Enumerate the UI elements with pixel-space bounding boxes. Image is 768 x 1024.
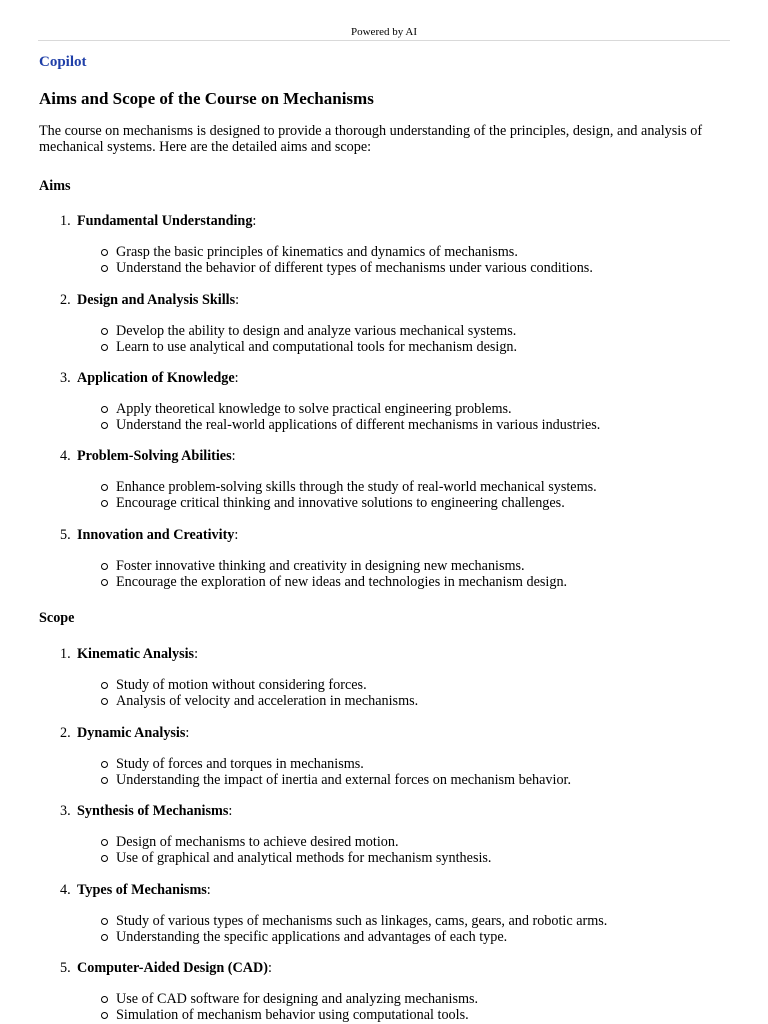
list-item (100, 913, 740, 929)
circle-bullet-icon (101, 249, 108, 256)
list-item (100, 558, 740, 574)
aims-item-3 (60, 370, 730, 386)
list-item-text: Grasp the basic principles of kinematics and dynamics of mechanisms. (116, 244, 518, 260)
item-title: Synthesis of Mechanisms (77, 803, 229, 819)
item-number: 3. (60, 803, 71, 819)
circle-bullet-icon (101, 777, 108, 784)
list-item-text: Apply theoretical knowledge to solve practical engineering problems. (116, 401, 512, 417)
list-item-text: Study of various types of mechanisms such as linkages, cams, gears, and robotic arms. (116, 913, 608, 929)
circle-bullet-icon (101, 579, 108, 586)
list-item (100, 260, 740, 276)
circle-bullet-icon (101, 839, 108, 846)
scope-item-4-points (100, 913, 740, 945)
list-item (100, 574, 740, 590)
list-item (100, 479, 740, 495)
circle-bullet-icon (101, 918, 108, 925)
circle-bullet-icon (101, 934, 108, 941)
list-item (100, 756, 740, 772)
aims-heading: Aims (39, 178, 71, 194)
aims-item-1-points (100, 244, 740, 276)
scope-item-3 (60, 803, 730, 819)
aims-item-5-points (100, 558, 740, 590)
circle-bullet-icon (101, 344, 108, 351)
circle-bullet-icon (101, 563, 108, 570)
item-title: Computer-Aided Design (CAD) (77, 960, 268, 976)
list-item-text: Encourage the exploration of new ideas and technologies in mechanism design. (116, 574, 568, 590)
item-title: Dynamic Analysis (77, 725, 186, 741)
item-number: 5. (60, 960, 71, 976)
item-title-colon: : (231, 448, 236, 464)
list-item-text: Study of forces and torques in mechanisms. (116, 756, 364, 772)
scope-item-5 (60, 960, 730, 976)
item-title-colon: : (234, 370, 239, 386)
item-title-colon: : (206, 882, 211, 898)
aims-item-4 (60, 448, 730, 464)
list-item-text: Use of graphical and analytical methods for mechanism synthesis. (116, 850, 492, 866)
circle-bullet-icon (101, 761, 108, 768)
list-item-text: Foster innovative thinking and creativity in designing new mechanisms. (116, 558, 525, 574)
item-title-colon: : (235, 292, 240, 308)
scope-item-3-points (100, 834, 740, 866)
circle-bullet-icon (101, 265, 108, 272)
item-number: 2. (60, 725, 71, 741)
circle-bullet-icon (101, 996, 108, 1003)
item-number: 4. (60, 448, 71, 464)
list-item (100, 339, 740, 355)
item-title-colon: : (234, 527, 239, 543)
item-number: 1. (60, 646, 71, 662)
scope-item-2 (60, 725, 730, 741)
circle-bullet-icon (101, 328, 108, 335)
circle-bullet-icon (101, 406, 108, 413)
circle-bullet-icon (101, 682, 108, 689)
list-item (100, 417, 740, 433)
list-item (100, 850, 740, 866)
list-item (100, 834, 740, 850)
list-item-text: Learn to use analytical and computational tools for mechanism design. (116, 339, 518, 355)
item-title: Design and Analysis Skills (77, 292, 236, 308)
item-number: 2. (60, 292, 71, 308)
list-item-text: Study of motion without considering forces. (116, 677, 367, 693)
list-item-text: Encourage critical thinking and innovative solutions to engineering challenges. (116, 495, 565, 511)
list-item-text: Enhance problem-solving skills through the study of real-world mechanical systems. (116, 479, 597, 495)
aims-item-4-points (100, 479, 740, 511)
list-item (100, 244, 740, 260)
circle-bullet-icon (101, 1012, 108, 1019)
item-title: Types of Mechanisms (77, 882, 207, 898)
aims-item-1 (60, 213, 730, 229)
aims-item-5 (60, 527, 730, 543)
list-item (100, 929, 740, 945)
scope-item-1 (60, 646, 730, 662)
list-item-text: Use of CAD software for designing and analyzing mechanisms. (116, 991, 479, 1007)
circle-bullet-icon (101, 500, 108, 507)
list-item (100, 991, 740, 1007)
list-item (100, 495, 740, 511)
item-title: Problem-Solving Abilities (77, 448, 232, 464)
list-item-text: Design of mechanisms to achieve desired motion. (116, 834, 399, 850)
list-item (100, 772, 740, 788)
item-title: Application of Knowledge (77, 370, 235, 386)
scope-item-5-points (100, 991, 740, 1023)
item-title-colon: : (228, 803, 233, 819)
item-title-colon: : (185, 725, 190, 741)
list-item-text: Simulation of mechanism behavior using computational tools. (116, 1007, 469, 1023)
list-item (100, 323, 740, 339)
intro-paragraph: The course on mechanisms is designed to provide a thorough understanding of the principles, design, and analysis of mechanical systems. Here are the detailed aims and scope: (39, 123, 703, 155)
circle-bullet-icon (101, 484, 108, 491)
item-title: Fundamental Understanding (77, 213, 253, 229)
list-item (100, 693, 740, 709)
item-title-colon: : (252, 213, 257, 229)
item-title-colon: : (194, 646, 199, 662)
list-item (100, 1007, 740, 1023)
list-item-text: Analysis of velocity and acceleration in mechanisms. (116, 693, 419, 709)
aims-item-2-points (100, 323, 740, 355)
list-item-text: Develop the ability to design and analyze various mechanical systems. (116, 323, 517, 339)
circle-bullet-icon (101, 855, 108, 862)
item-title-colon: : (268, 960, 272, 976)
scope-item-2-points (100, 756, 740, 788)
item-number: 5. (60, 527, 71, 543)
circle-bullet-icon (101, 698, 108, 705)
list-item (100, 401, 740, 417)
item-title: Innovation and Creativity (77, 527, 235, 543)
scope-heading: Scope (39, 610, 75, 626)
list-item-text: Understand the behavior of different types of mechanisms under various conditions. (116, 260, 593, 276)
list-item-text: Understand the real-world applications of different mechanisms in various industries. (116, 417, 601, 433)
list-item-text: Understanding the specific applications and advantages of each type. (116, 929, 508, 945)
list-item-text: Understanding the impact of inertia and external forces on mechanism behavior. (116, 772, 572, 788)
list-item (100, 677, 740, 693)
aims-item-3-points (100, 401, 740, 433)
powered-by-header: Powered by AI (38, 25, 730, 41)
item-number: 3. (60, 370, 71, 386)
item-number: 1. (60, 213, 71, 229)
copilot-brand-label: Copilot (39, 54, 87, 70)
aims-item-2 (60, 292, 730, 308)
page-title: Aims and Scope of the Course on Mechanisms (39, 89, 374, 108)
circle-bullet-icon (101, 422, 108, 429)
scope-item-1-points (100, 677, 740, 709)
scope-item-4 (60, 882, 730, 898)
item-title: Kinematic Analysis (77, 646, 195, 662)
item-number: 4. (60, 882, 71, 898)
